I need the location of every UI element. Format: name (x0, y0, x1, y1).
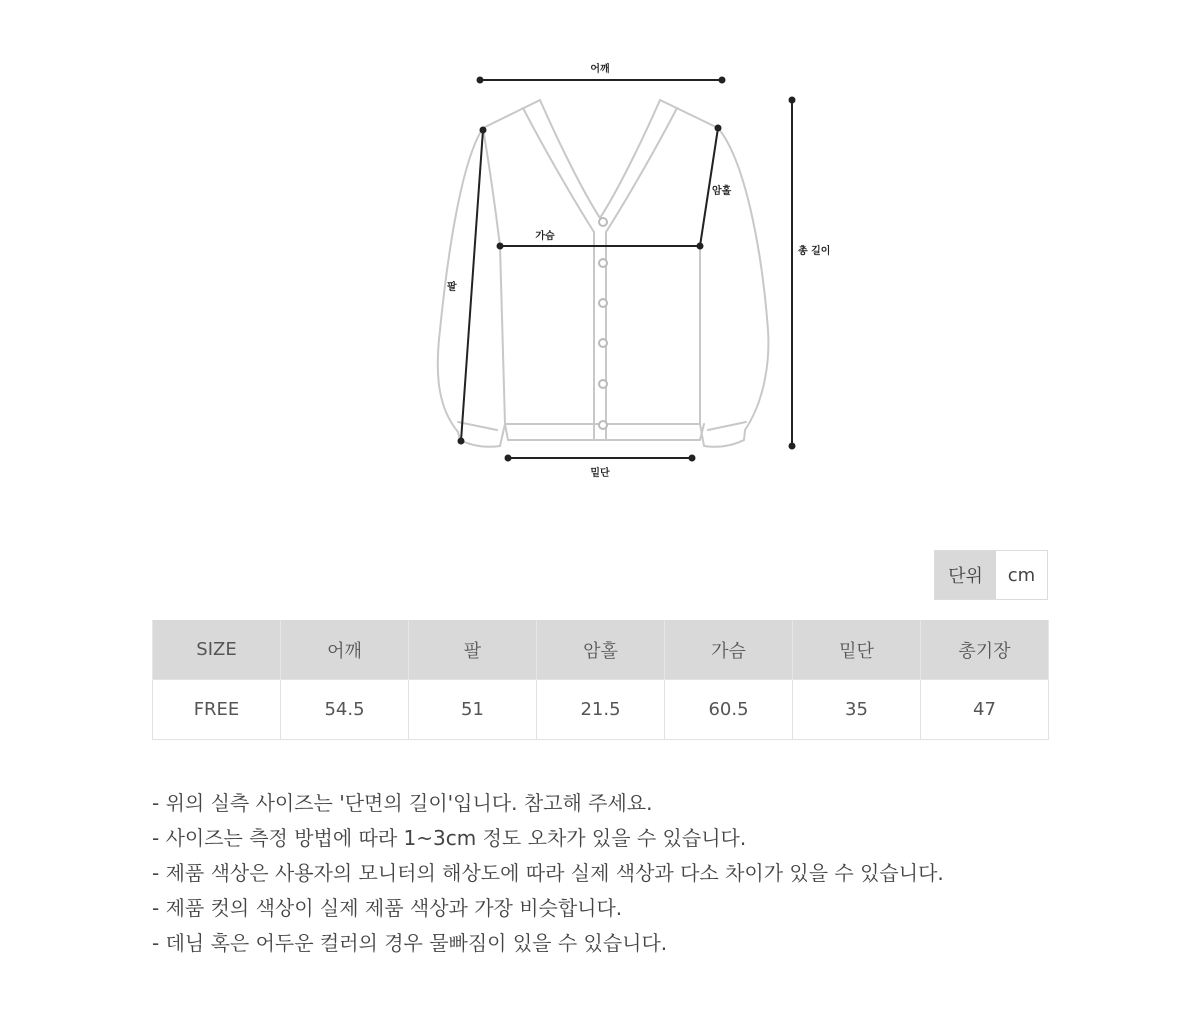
table-cell: FREE (153, 680, 281, 740)
column-header-total-length: 총기장 (921, 620, 1049, 680)
note-item: - 위의 실측 사이즈는 '단면의 길이'입니다. 참고해 주세요. (152, 791, 653, 815)
note-item: - 제품 색상은 사용자의 모니터의 해상도에 따라 실제 색상과 다소 차이가 있을 수 있습니다. (152, 861, 944, 885)
unit-indicator (934, 550, 1048, 600)
button (599, 299, 607, 307)
size-table (152, 620, 1049, 740)
column-header-sleeve: 팔 (409, 620, 537, 680)
table-cell: 47 (921, 680, 1049, 740)
table-row (153, 680, 1049, 740)
button (599, 421, 607, 429)
column-header-size: SIZE (153, 620, 281, 680)
unit-label: 단위 (935, 551, 996, 599)
right-cuff (708, 422, 746, 430)
column-header-hem: 밑단 (793, 620, 921, 680)
v-neck-inner (523, 108, 677, 232)
left-cuff (458, 422, 497, 430)
table-cell: 60.5 (665, 680, 793, 740)
note-item: - 데님 혹은 어두운 컬러의 경우 물빠짐이 있을 수 있습니다. (152, 931, 668, 955)
right-armhole-seam (700, 128, 718, 424)
button (599, 339, 607, 347)
table-cell: 21.5 (537, 680, 665, 740)
armhole-label: 암홀 (712, 186, 732, 197)
chest-label: 가슴 (535, 231, 555, 242)
table-header-row (153, 620, 1049, 680)
button (599, 259, 607, 267)
unit-value: cm (1007, 564, 1036, 586)
note-item: - 사이즈는 측정 방법에 따라 1~3cm 정도 오차가 있을 수 있습니다. (152, 826, 747, 850)
table-cell: 54.5 (281, 680, 409, 740)
hem-label: 밑단 (590, 468, 610, 479)
button (599, 380, 607, 388)
note-item: - 제품 컷의 색상이 실제 제품 색상과 가장 비슷합니다. (152, 896, 623, 920)
table-cell: 35 (793, 680, 921, 740)
left-armhole-seam (483, 128, 505, 424)
total-length-label: 총 길이 (798, 246, 831, 257)
column-header-armhole: 암홀 (537, 620, 665, 680)
table-cell: 51 (409, 680, 537, 740)
column-header-chest: 가슴 (665, 620, 793, 680)
button (599, 218, 607, 226)
column-header-shoulder: 어깨 (281, 620, 409, 680)
sleeve-label: 팔 (447, 282, 457, 293)
v-neck (540, 100, 660, 218)
size-notes (152, 786, 944, 961)
shoulder-label: 어깨 (590, 64, 610, 75)
